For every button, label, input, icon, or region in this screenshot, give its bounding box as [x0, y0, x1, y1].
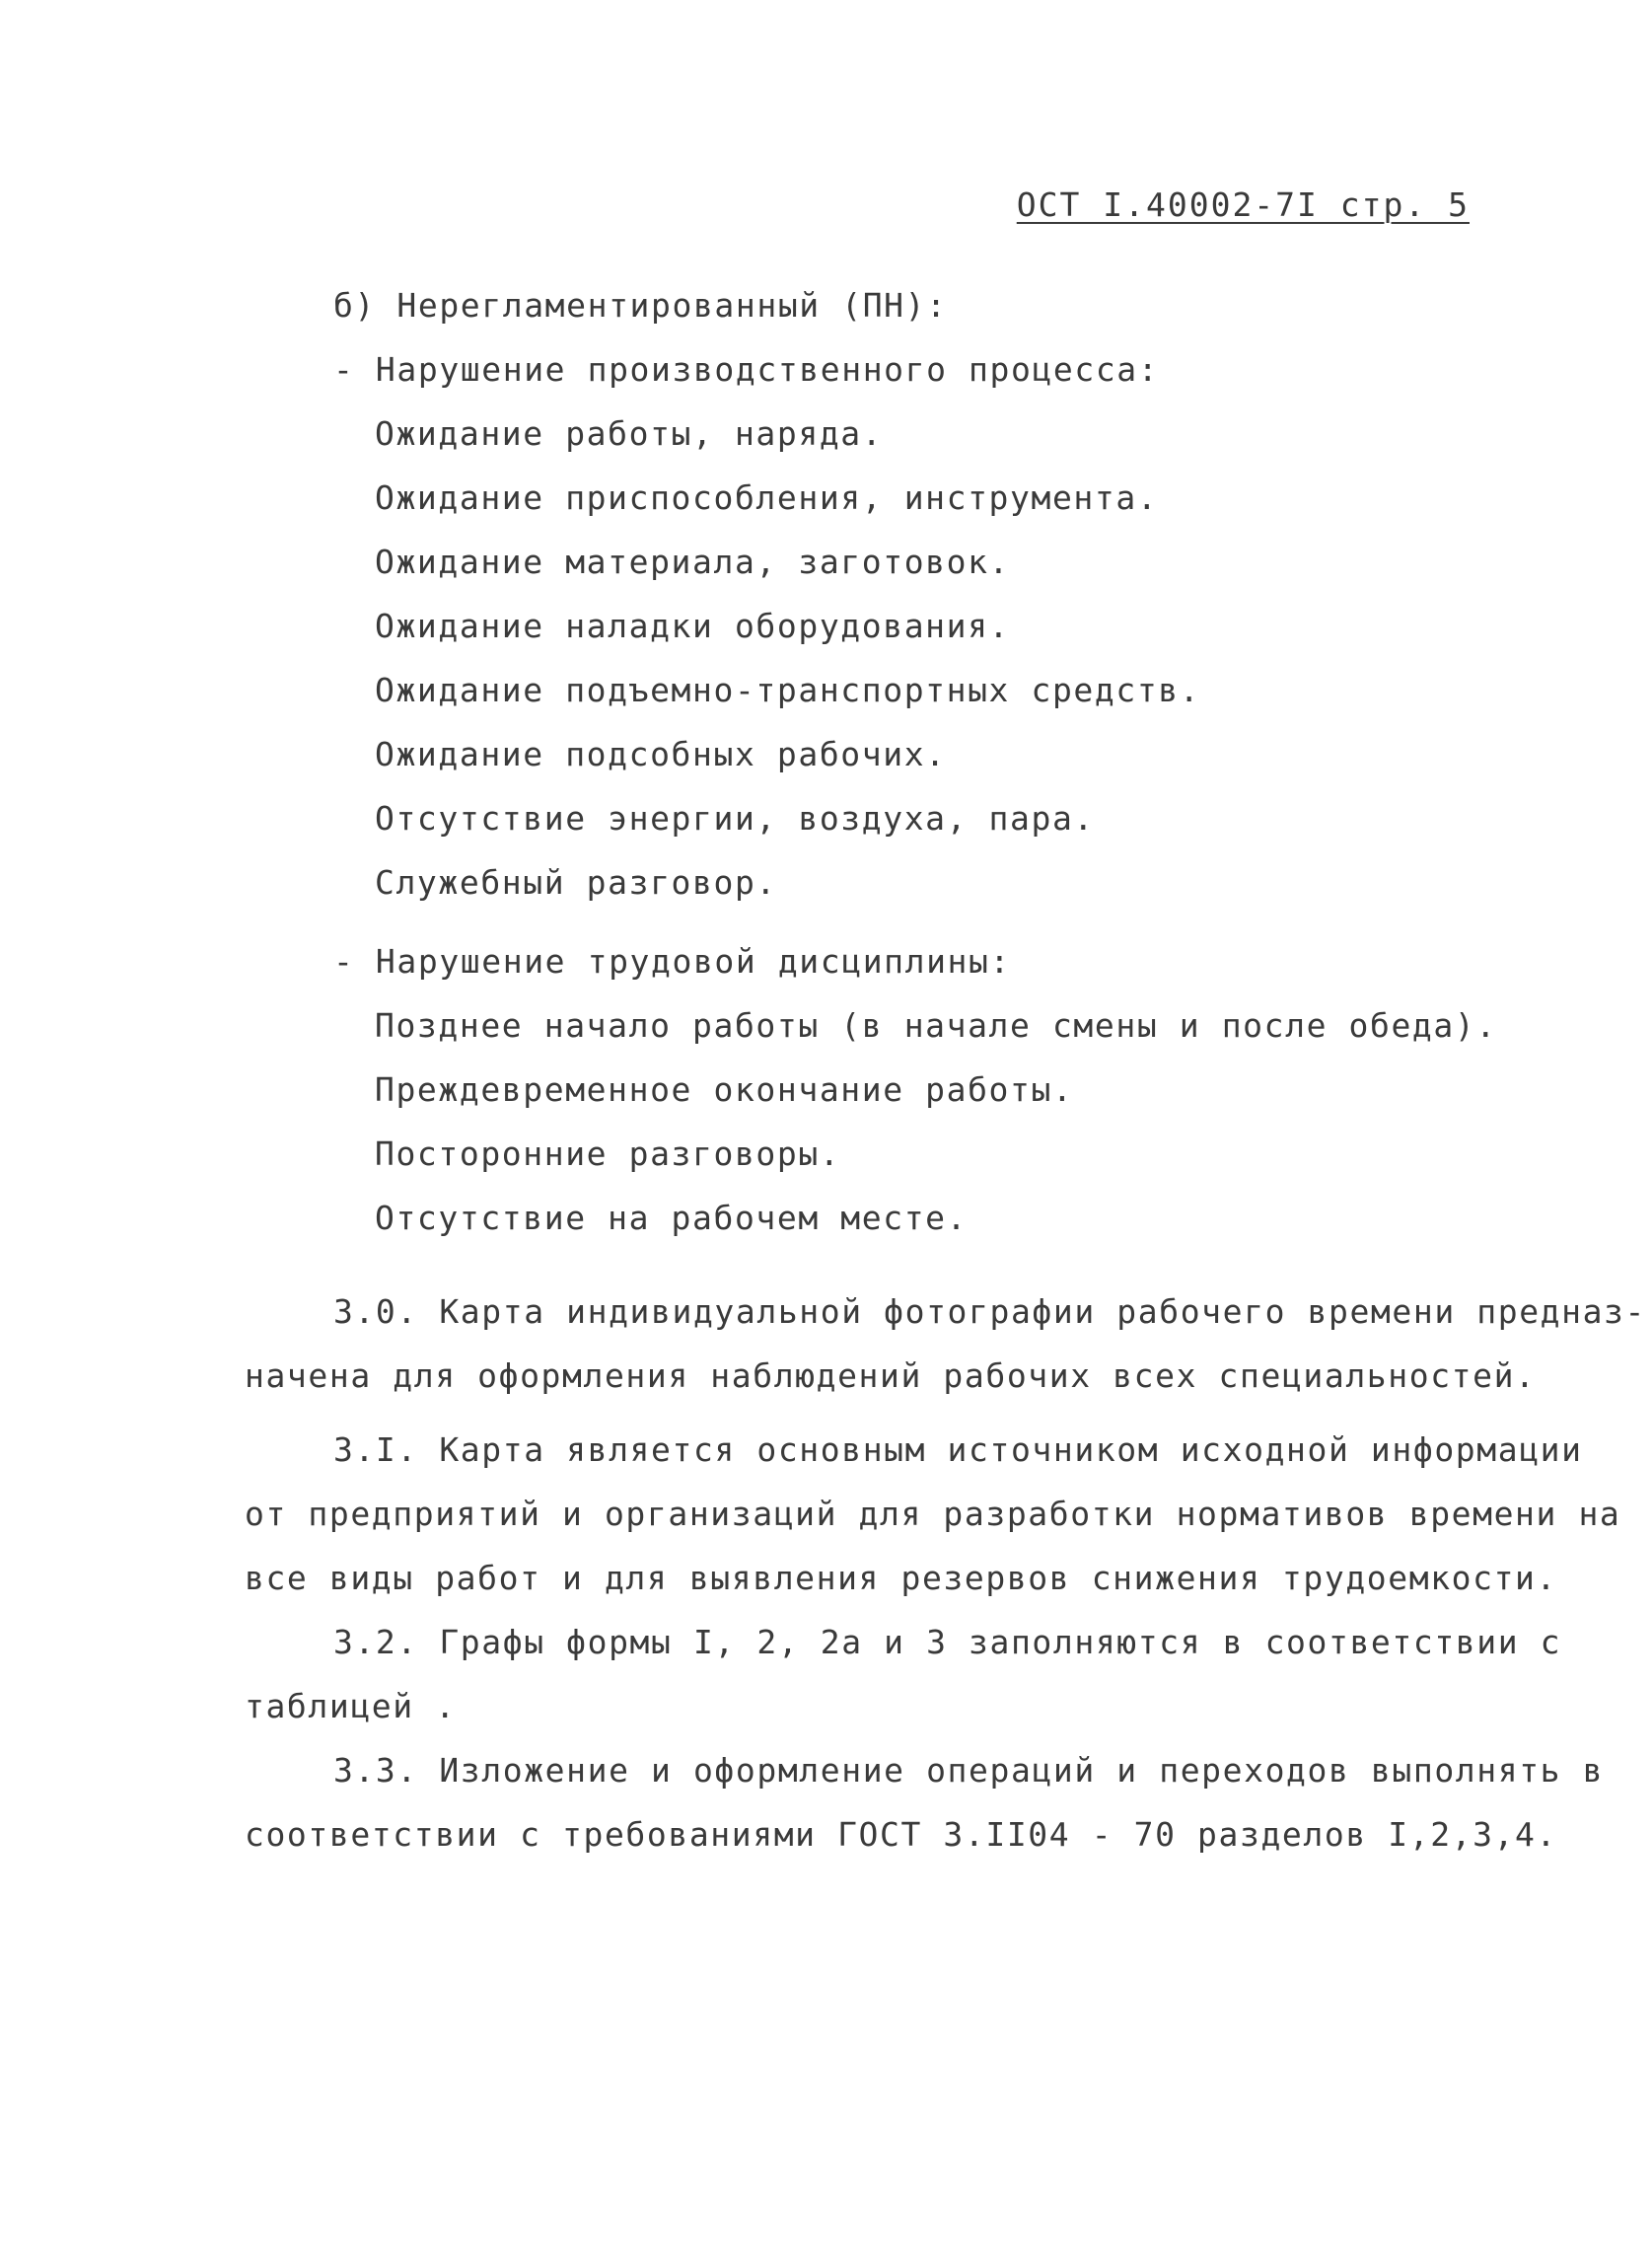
list-item: Ожидание наладки оборудования.	[375, 607, 1011, 645]
paragraph-3-2-line-2: таблицей .	[245, 1687, 457, 1725]
list-item: Позднее начало работы (в начале смены и после обеда).	[375, 1006, 1497, 1045]
document-reference-header: ОСТ I.40002-7I стр. 5	[1016, 185, 1470, 224]
discipline-violations-title: - Нарушение трудовой дисциплины:	[333, 942, 1011, 981]
paragraph-3-1-line-2: от предприятий и организаций для разработки нормативов времени на	[245, 1495, 1621, 1533]
list-item: Ожидание материала, заготовок.	[375, 543, 1011, 581]
list-item: Отсутствие на рабочем месте.	[375, 1199, 969, 1237]
list-item: Служебный разговор.	[375, 863, 777, 902]
section-b-title: б) Нерегламентированный (ПН):	[333, 286, 948, 325]
list-item: Ожидание работы, наряда.	[375, 414, 884, 453]
list-item: Преждевременное окончание работы.	[375, 1070, 1074, 1109]
paragraph-3-1-line-3: все виды работ и для выявления резервов снижения трудоемкости.	[245, 1559, 1557, 1597]
production-violations-title: - Нарушение производственного процесса:	[333, 350, 1160, 389]
paragraph-3-2-line-1: 3.2. Графы формы I, 2, 2а и 3 заполняются в соответствии с	[333, 1623, 1562, 1661]
list-item: Ожидание подсобных рабочих.	[375, 735, 947, 773]
list-item: Ожидание подъемно-транспортных средств.	[375, 671, 1201, 709]
list-item: Ожидание приспособления, инструмента.	[375, 478, 1159, 517]
paragraph-3-0-line-1: 3.0. Карта индивидуальной фотографии рабочего времени предназ-	[333, 1292, 1646, 1331]
list-item: Посторонние разговоры.	[375, 1134, 841, 1173]
paragraph-3-0-line-2: начена для оформления наблюдений рабочих всех специальностей.	[245, 1356, 1537, 1395]
paragraph-3-3-line-1: 3.3. Изложение и оформление операций и переходов выполнять в	[333, 1751, 1605, 1790]
paragraph-3-3-line-2: соответствии с требованиями ГОСТ 3.II04 - 70 разделов I,2,3,4.	[245, 1815, 1557, 1854]
list-item: Отсутствие энергии, воздуха, пара.	[375, 799, 1095, 838]
paragraph-3-1-line-1: 3.I. Карта является основным источником исходной информации	[333, 1430, 1583, 1469]
